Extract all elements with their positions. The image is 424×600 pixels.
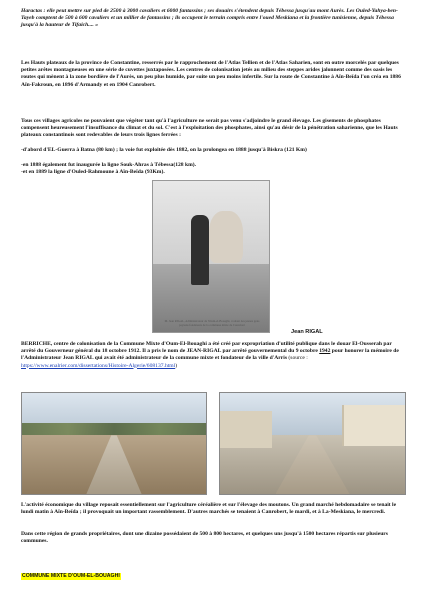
rail-line-1: -d'abord d'EL-Guerra à Batna (80 km) ; la voie fut exploitée dès 1882, on la prolongea en 1888 jusqu'à Biskra (121 Km) — [21, 147, 307, 153]
section-tag: COMMUNE MIXTE D'OUM-EL-BOUAGHI — [22, 573, 120, 579]
rail-line-3: -et en 1889 la ligne d'Ouled-Rahmoune à Aïn-Beïda (93Km). — [21, 169, 165, 175]
hauts-plateaux-paragraph: Les Hauts plateaux de la province de Constantine, resserrés par le rapprochement de l'Atlas Tellien et de l'Atlas Saharien, sont en outre morcelés par quelques petites arêtes montagneuses en une série de cuvettes juxtaposées. Les centres de colonisation jetés au milieu des steppes arides jalonnent comme des oasis les routes qui mènent à la zone bordière de l'Aurès, un peu plus humide, par suite un peu moins infertile. Sur la route de Constantine à Aïn-Beïda l'on créa en 1886 Aïn-Fakroun, en 1896 d'Armandy et en 1904 Canrobert. — [21, 60, 401, 88]
rail-line-2: -en 1888 également fut inaugurée la ligne Souk-Ahras à Tébessa(128 km). — [21, 162, 197, 168]
villages-paragraph: Tous ces villages agricoles ne pouvaient que végéter tant qu'à l'agriculture ne serait pas venu s'adjoindre le grand élevage. Les gisements de phosphates compensent heureusement l'insuffisance du climat et du sol. C'est à l'exploitation des phosphates, ainsi qu'au désir de la pénétration saharienne, que les Hauts plateaux constantinois sont redevables de leurs trois lignes ferrées : — [21, 118, 398, 139]
photo-houses — [342, 405, 405, 445]
historical-photo — [152, 180, 270, 333]
photo-wall — [220, 411, 272, 447]
photo-figure-man — [191, 215, 209, 285]
berriche-year: 1942 — [319, 348, 331, 355]
photo-credit: Jean RIGAL — [291, 329, 323, 335]
photo-caption: M. Jean RIGAL, Administrateur de l'Oum-el-Bouaghi, voulant des jeunes gens paysans fondateurs de la commune mixte de Canrobert — [164, 319, 260, 327]
berriche-paragraph — [21, 341, 405, 370]
intro-paragraph: Haractas : elle peut mettre sur pied de 2500 à 3000 cavaliers et 6000 fantassins ; ses douairs s'étendent depuis Tébessa jusqu'au mont Aurès. Les Ouled-Yahya-ben-Tayeb comptent de 500 à 600 cavaliers et un millier de fantassins ; ils occupent le terrain compris entre l'oued Meskiana et la frontière tunisienne, depuis Tébessa jusqu'à la hauteur de Tifaich.... » — [21, 8, 398, 29]
source-link[interactable]: https://www.enalrier.com/dissertations/Histoire-Algerie/608137.html — [21, 362, 176, 369]
berriche-text: BERRICHE, centre de colonisation de la Commune Mixte d'Oum-El-Bouaghi a été créé par expropriation d'utilité publique dans le douar El-Ousserah par arrêté du Gouverneur général du 18 octobre 1912. Il a pris le nom de JEAN-RIGAL par arrêté gouvernemental du 9 octobre — [21, 341, 392, 355]
photo-figure-animal — [209, 211, 243, 263]
economy-paragraph: L'activité économique du village reposait essentiellement sur l'agriculture céréalière et sur l'élevage des moutons. Un grand marché hebdomadaire se tenait le lundi matin à Aïn-Beïda ; il provoquait un important rassemblement. D'autres marchés se tenaient à Canrobert, le mardi, et à La-Meskiana, le mercredi. — [21, 502, 397, 516]
berriche-text-end: pour honorer la mémoire de l'Administrateur Jean RIGAL qui avait été administrateur de la commune mixte et fondateur de la ville d'Arris — [21, 348, 399, 362]
source-suffix: ) — [175, 362, 178, 369]
landowners-paragraph: Dans cette région de grands propriétaires, dont une dizaine possédaient de 500 à 800 hectares, et quelques uns jusqu'à 1500 hectares répartis sur plusieurs communes. — [21, 531, 388, 545]
field-road-photo — [21, 392, 207, 495]
source-prefix: (source : — [287, 355, 308, 362]
village-street-photo — [219, 392, 406, 495]
